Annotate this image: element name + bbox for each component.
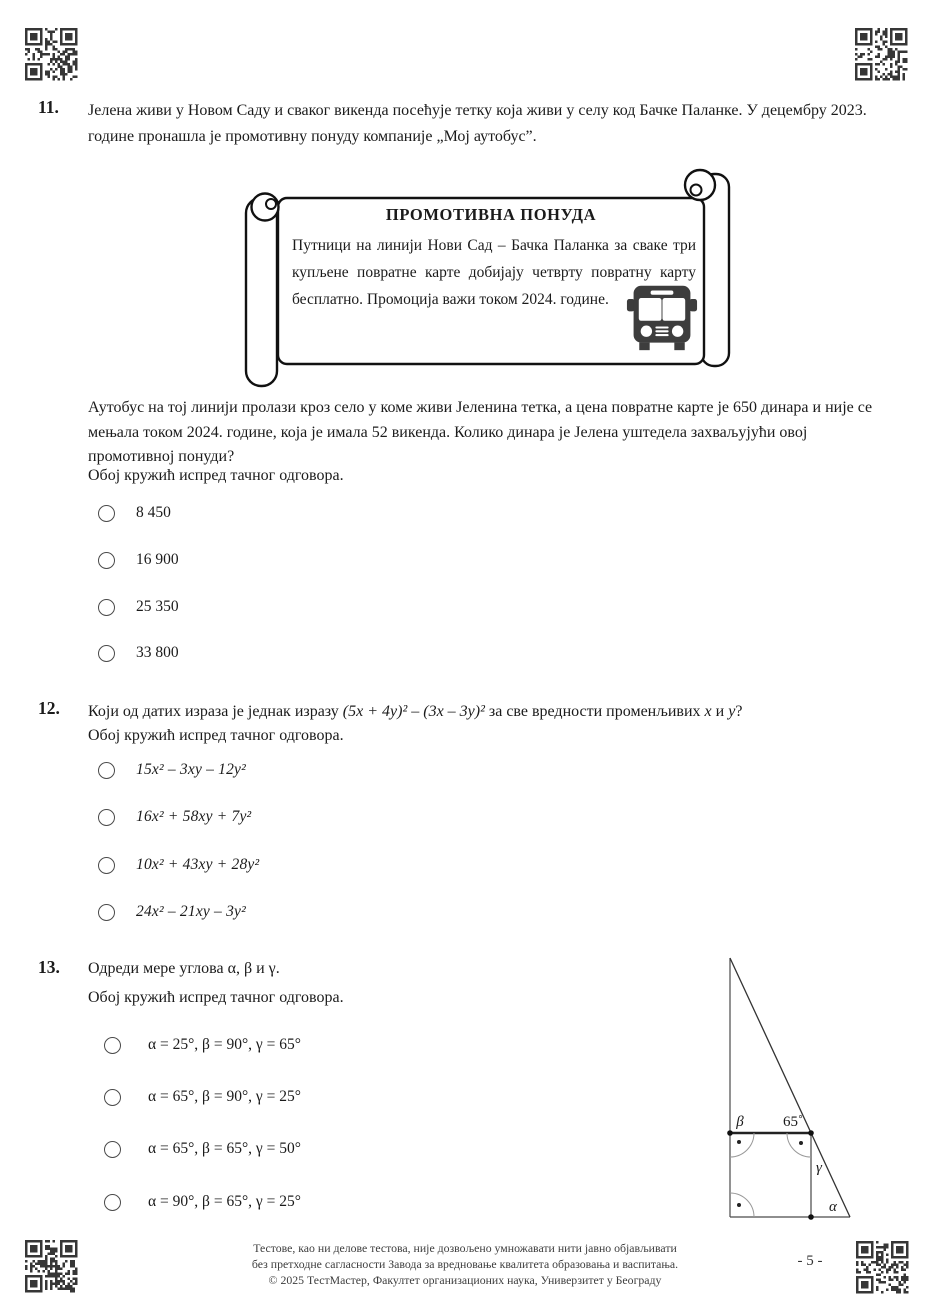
answer-option-label: 24x² – 21xy – 3y² — [136, 903, 246, 920]
question-11-intro: Јелена живи у Новом Саду и сваког викенда посећује тетку која живи у селу код Бачке Паланке. У децембру 2023. године пронашла је промотивну понуду компаније „Мој аутобус”. — [88, 102, 867, 145]
answer-option-label: 16 900 — [136, 551, 179, 568]
question-13-number: 13. — [38, 957, 60, 977]
answer-option[interactable] — [104, 1140, 301, 1158]
radio-circle[interactable] — [98, 552, 115, 569]
answer-option-label: α = 90°, β = 65°, γ = 25° — [148, 1193, 301, 1210]
answer-option[interactable] — [98, 903, 246, 921]
answer-option-label: α = 65°, β = 65°, γ = 50° — [148, 1140, 301, 1157]
question-13-instruction: Обој кружић испред тачног одговора. — [88, 989, 344, 1006]
question-12-instruction: Обој кружић испред тачног одговора. — [88, 727, 344, 744]
answer-option-label: α = 65°, β = 90°, γ = 25° — [148, 1088, 301, 1105]
promo-scroll-banner — [242, 162, 734, 392]
qr-code-top-left — [25, 28, 78, 81]
radio-circle[interactable] — [98, 645, 115, 662]
radio-circle[interactable] — [98, 762, 115, 779]
stem-text: Који од датих израза је једнак изразу — [88, 703, 343, 720]
promo-body: Путници на линији Нови Сад – Бачка Паланка за сваке три купљене повратне карте добијају четврту повратну карту бесплатно. Промоција важи током 2024. године. — [292, 237, 696, 308]
radio-circle[interactable] — [98, 904, 115, 921]
variable-x: x — [704, 703, 712, 720]
answer-option[interactable] — [98, 808, 251, 826]
answer-option-label: 16x² + 58xy + 7y² — [136, 808, 252, 825]
radio-circle[interactable] — [104, 1037, 121, 1054]
question-11-instruction: Обој кружић испред тачног одговора. — [88, 467, 344, 484]
radio-circle[interactable] — [98, 599, 115, 616]
footer-line: © 2025 ТестМастер, Факултет организационих наука, Универзитет у Београду — [268, 1273, 662, 1287]
answer-option-label: 10x² + 43xy + 28y² — [136, 856, 260, 873]
radio-circle[interactable] — [98, 857, 115, 874]
radio-circle[interactable] — [98, 505, 115, 522]
question-11-number: 11. — [38, 97, 59, 117]
stem-text: и — [711, 703, 729, 720]
bus-icon — [626, 280, 698, 354]
footer-line: Тестове, као ни делове тестова, није дозвољено умножавати нити јавно објављивати — [253, 1241, 677, 1255]
promo-title: ПРОМОТИВНА ПОНУДА — [385, 205, 597, 224]
question-12-stem — [88, 699, 903, 725]
answer-option-label: 8 450 — [136, 504, 171, 521]
answer-option-label: 33 800 — [136, 644, 179, 661]
answer-option[interactable] — [104, 1088, 301, 1106]
question-13-stem: Одреди мере углова α, β и γ. — [88, 960, 280, 977]
radio-circle[interactable] — [104, 1141, 121, 1158]
answer-option[interactable] — [98, 761, 246, 779]
radio-circle[interactable] — [104, 1194, 121, 1211]
answer-option-label: 15x² – 3xy – 12y² — [136, 761, 246, 778]
angle-beta-label: β — [736, 1114, 744, 1130]
question-11-body: Аутобус на тој линији пролази кроз село у коме живи Јеленина тетка, а цена повратне карте је 650 динара и није се мењала током 2024. године, која је имала 52 викенда. Колико динара је Јелена уштедела захваљујући овој промотивној понуди? — [88, 399, 873, 465]
angle-alpha-label: α — [829, 1199, 837, 1215]
triangle-figure — [698, 944, 878, 1236]
answer-option[interactable] — [98, 644, 179, 662]
answer-option[interactable] — [98, 504, 171, 522]
footer-line: без претходне сагласности Завода за вредновање квалитета образовања и васпитања. — [251, 1257, 679, 1271]
answer-option[interactable] — [98, 856, 259, 874]
angle-65-label: 65˚ — [783, 1114, 803, 1130]
stem-text: за све вредности променљивих — [484, 703, 705, 720]
angle-gamma-label: γ — [816, 1160, 822, 1176]
answer-option-label: 25 350 — [136, 598, 179, 615]
radio-circle[interactable] — [104, 1089, 121, 1106]
variable-y: y — [728, 703, 736, 720]
stem-text: ? — [735, 703, 743, 720]
radio-circle[interactable] — [98, 809, 115, 826]
stem-expression: (5x + 4y)² – (3x – 3y)² — [342, 703, 485, 720]
answer-option[interactable] — [104, 1193, 301, 1211]
answer-option-label: α = 25°, β = 90°, γ = 65° — [148, 1036, 301, 1053]
qr-code-top-right — [855, 28, 908, 81]
answer-option[interactable] — [98, 598, 179, 616]
answer-option[interactable] — [104, 1036, 301, 1054]
page-number: - 5 - — [797, 1253, 823, 1269]
answer-option[interactable] — [98, 551, 179, 569]
question-12-number: 12. — [38, 698, 60, 718]
